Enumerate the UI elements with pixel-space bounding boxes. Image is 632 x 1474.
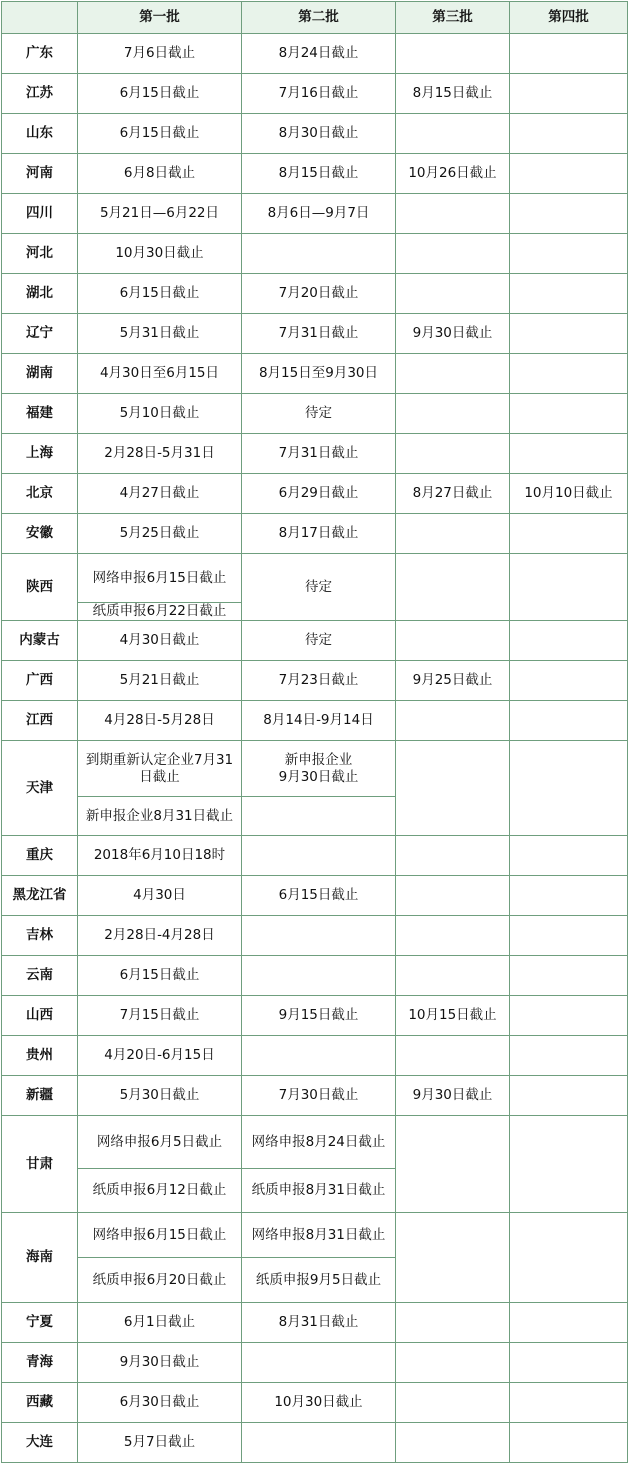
table-row <box>2 514 628 554</box>
province-cell: 安徽 <box>2 514 78 554</box>
batch-3-cell <box>396 1036 510 1076</box>
batch-2-cell: 8月15日截止 <box>242 154 396 194</box>
table-row <box>2 1303 628 1343</box>
province-cell: 西藏 <box>2 1383 78 1423</box>
batch-1-cell: 4月27日截止 <box>78 474 242 514</box>
batch-2-cell: 6月15日截止 <box>242 876 396 916</box>
batch-3-cell: 10月15日截止 <box>396 996 510 1036</box>
table-row <box>2 1213 628 1258</box>
table-row <box>2 1423 628 1463</box>
batch-1-cell: 2月28日-4月28日 <box>78 916 242 956</box>
batch-1-cell: 5月30日截止 <box>78 1076 242 1116</box>
batch-2-cell: 9月15日截止 <box>242 996 396 1036</box>
batch-3-cell <box>396 354 510 394</box>
batch-3-cell: 8月27日截止 <box>396 474 510 514</box>
batch-2-cell: 7月31日截止 <box>242 314 396 354</box>
table-row <box>2 154 628 194</box>
batch-4-cell <box>510 996 628 1036</box>
batch-4-cell <box>510 514 628 554</box>
batch-2-new-cell: 新申报企业 9月30日截止 <box>242 741 396 797</box>
batch-2-cell <box>242 956 396 996</box>
batch-2-cell: 待定 <box>242 621 396 661</box>
batch-2-cell <box>242 916 396 956</box>
batch-1-paper-cell: 纸质申报6月12日截止 <box>78 1169 242 1213</box>
batch-2-cell: 6月29日截止 <box>242 474 396 514</box>
batch-1-cell: 5月25日截止 <box>78 514 242 554</box>
batch-4-cell <box>510 34 628 74</box>
province-cell: 江苏 <box>2 74 78 114</box>
table-row <box>2 741 628 797</box>
table-row <box>2 34 628 74</box>
batch-1-cell: 4月28日-5月28日 <box>78 701 242 741</box>
province-cell: 湖北 <box>2 274 78 314</box>
batch-2-online-cell: 网络申报8月24日截止 <box>242 1116 396 1169</box>
province-cell: 黑龙江省 <box>2 876 78 916</box>
batch-2-cell <box>242 836 396 876</box>
table-row <box>2 394 628 434</box>
header-row <box>2 2 628 34</box>
batch-3-cell <box>396 956 510 996</box>
batch-2-online-cell: 网络申报8月31日截止 <box>242 1213 396 1258</box>
batch-4-cell <box>510 1423 628 1463</box>
province-cell: 山西 <box>2 996 78 1036</box>
province-cell: 河南 <box>2 154 78 194</box>
province-cell: 大连 <box>2 1423 78 1463</box>
batch-4-cell <box>510 1213 628 1303</box>
table-row <box>2 996 628 1036</box>
batch-2-cell <box>242 1423 396 1463</box>
header-batch-4: 第四批 <box>510 2 628 34</box>
province-cell: 吉林 <box>2 916 78 956</box>
batch-4-cell <box>510 554 628 621</box>
batch-4-cell <box>510 1383 628 1423</box>
batch-1-cell: 6月15日截止 <box>78 956 242 996</box>
batch-3-cell <box>396 1343 510 1383</box>
batch-3-cell: 8月15日截止 <box>396 74 510 114</box>
batch-2-cell: 8月14日-9月14日 <box>242 701 396 741</box>
province-cell: 四川 <box>2 194 78 234</box>
province-cell: 海南 <box>2 1213 78 1303</box>
batch-1-cell: 7月6日截止 <box>78 34 242 74</box>
batch-4-cell <box>510 701 628 741</box>
table-row <box>2 114 628 154</box>
batch-3-cell <box>396 836 510 876</box>
batch-1-cell: 4月30日至6月15日 <box>78 354 242 394</box>
batch-2-cell: 7月31日截止 <box>242 434 396 474</box>
batch-4-cell <box>510 1076 628 1116</box>
batch-1-cell: 6月1日截止 <box>78 1303 242 1343</box>
province-cell: 内蒙古 <box>2 621 78 661</box>
batch-4-cell <box>510 741 628 836</box>
batch-4-cell <box>510 1036 628 1076</box>
table-row <box>2 554 628 603</box>
batch-3-cell <box>396 434 510 474</box>
batch-2-cell <box>242 1343 396 1383</box>
province-cell: 山东 <box>2 114 78 154</box>
province-cell: 河北 <box>2 234 78 274</box>
batch-3-cell <box>396 701 510 741</box>
province-cell: 江西 <box>2 701 78 741</box>
batch-1-cell: 5月21日截止 <box>78 661 242 701</box>
batch-2-paper-cell: 纸质申报8月31日截止 <box>242 1169 396 1213</box>
batch-3-cell <box>396 1116 510 1213</box>
batch-3-cell <box>396 621 510 661</box>
header-batch-2: 第二批 <box>242 2 396 34</box>
batch-2-cell: 8月30日截止 <box>242 114 396 154</box>
header-batch-1: 第一批 <box>78 2 242 34</box>
table-row <box>2 314 628 354</box>
table-row <box>2 1076 628 1116</box>
batch-4-cell <box>510 434 628 474</box>
batch-2-cell: 7月23日截止 <box>242 661 396 701</box>
batch-1-new-cell: 新申报企业8月31日截止 <box>78 797 242 836</box>
province-cell: 甘肃 <box>2 1116 78 1213</box>
batch-1-online-cell: 网络申报6月15日截止 <box>78 554 242 603</box>
province-cell: 辽宁 <box>2 314 78 354</box>
deadline-table <box>1 1 628 1463</box>
batch-3-cell <box>396 1423 510 1463</box>
batch-1-cell: 7月15日截止 <box>78 996 242 1036</box>
table-row <box>2 956 628 996</box>
batch-4-cell <box>510 314 628 354</box>
header-corner <box>2 2 78 34</box>
province-cell: 广东 <box>2 34 78 74</box>
table-row <box>2 474 628 514</box>
province-cell: 陕西 <box>2 554 78 621</box>
table-row <box>2 621 628 661</box>
table-row <box>2 1116 628 1169</box>
batch-3-cell <box>396 741 510 836</box>
batch-3-cell <box>396 194 510 234</box>
province-cell: 青海 <box>2 1343 78 1383</box>
batch-1-cell: 5月31日截止 <box>78 314 242 354</box>
batch-4-cell <box>510 661 628 701</box>
province-cell: 贵州 <box>2 1036 78 1076</box>
batch-2-cell: 8月31日截止 <box>242 1303 396 1343</box>
batch-2-cell <box>242 1036 396 1076</box>
table-row <box>2 916 628 956</box>
table-row <box>2 836 628 876</box>
batch-2-cell: 7月30日截止 <box>242 1076 396 1116</box>
batch-4-cell <box>510 154 628 194</box>
batch-4-cell <box>510 621 628 661</box>
batch-3-cell <box>396 916 510 956</box>
batch-3-cell <box>396 34 510 74</box>
batch-1-cell: 2月28日-5月31日 <box>78 434 242 474</box>
province-cell: 广西 <box>2 661 78 701</box>
batch-3-cell <box>396 1383 510 1423</box>
batch-3-cell <box>396 114 510 154</box>
table-row <box>2 1343 628 1383</box>
batch-2-cell: 8月17日截止 <box>242 514 396 554</box>
table-row <box>2 661 628 701</box>
province-cell: 福建 <box>2 394 78 434</box>
table-row <box>2 701 628 741</box>
table-row <box>2 234 628 274</box>
batch-1-online-cell: 网络申报6月5日截止 <box>78 1116 242 1169</box>
table-row <box>2 876 628 916</box>
table-row <box>2 74 628 114</box>
batch-4-cell <box>510 836 628 876</box>
batch-1-cell: 4月20日-6月15日 <box>78 1036 242 1076</box>
batch-3-cell <box>396 234 510 274</box>
batch-1-paper-cell: 纸质申报6月22日截止 <box>78 603 242 621</box>
batch-2-cell: 待定 <box>242 554 396 621</box>
province-cell: 重庆 <box>2 836 78 876</box>
batch-1-cell: 10月30日截止 <box>78 234 242 274</box>
batch-2-empty-cell <box>242 797 396 836</box>
batch-1-cell: 6月15日截止 <box>78 114 242 154</box>
batch-4-cell <box>510 354 628 394</box>
batch-4-cell <box>510 1303 628 1343</box>
batch-1-cell: 6月15日截止 <box>78 74 242 114</box>
batch-2-cell: 待定 <box>242 394 396 434</box>
batch-1-cell: 5月21日—6月22日 <box>78 194 242 234</box>
batch-3-cell: 9月25日截止 <box>396 661 510 701</box>
batch-4-cell <box>510 114 628 154</box>
batch-4-cell <box>510 956 628 996</box>
batch-4-cell <box>510 234 628 274</box>
batch-4-cell: 10月10日截止 <box>510 474 628 514</box>
batch-4-cell <box>510 194 628 234</box>
batch-1-cell: 2018年6月10日18时 <box>78 836 242 876</box>
table-row <box>2 1383 628 1423</box>
batch-3-cell <box>396 554 510 621</box>
batch-1-cell: 9月30日截止 <box>78 1343 242 1383</box>
batch-3-cell <box>396 1303 510 1343</box>
batch-4-cell <box>510 74 628 114</box>
table-row <box>2 434 628 474</box>
batch-2-cell: 8月6日—9月7日 <box>242 194 396 234</box>
batch-2-cell: 10月30日截止 <box>242 1383 396 1423</box>
batch-4-cell <box>510 916 628 956</box>
batch-1-renewal-cell: 到期重新认定企业7月31日截止 <box>78 741 242 797</box>
batch-2-cell: 7月20日截止 <box>242 274 396 314</box>
province-cell: 云南 <box>2 956 78 996</box>
batch-1-cell: 5月10日截止 <box>78 394 242 434</box>
batch-1-cell: 6月15日截止 <box>78 274 242 314</box>
province-cell: 天津 <box>2 741 78 836</box>
table-row <box>2 194 628 234</box>
batch-2-cell: 7月16日截止 <box>242 74 396 114</box>
batch-3-cell: 9月30日截止 <box>396 314 510 354</box>
batch-1-cell: 4月30日 <box>78 876 242 916</box>
batch-3-cell <box>396 394 510 434</box>
batch-1-cell: 4月30日截止 <box>78 621 242 661</box>
batch-1-cell: 6月8日截止 <box>78 154 242 194</box>
table-container <box>1 1 628 1463</box>
batch-2-cell <box>242 234 396 274</box>
batch-1-online-cell: 网络申报6月15日截止 <box>78 1213 242 1258</box>
header-batch-3: 第三批 <box>396 2 510 34</box>
province-cell: 新疆 <box>2 1076 78 1116</box>
batch-1-cell: 6月30日截止 <box>78 1383 242 1423</box>
batch-4-cell <box>510 394 628 434</box>
table-row <box>2 274 628 314</box>
batch-1-paper-cell: 纸质申报6月20日截止 <box>78 1258 242 1303</box>
batch-2-cell: 8月24日截止 <box>242 34 396 74</box>
batch-3-cell <box>396 514 510 554</box>
province-cell: 上海 <box>2 434 78 474</box>
table-row <box>2 1036 628 1076</box>
batch-2-cell: 8月15日至9月30日 <box>242 354 396 394</box>
table-row <box>2 354 628 394</box>
batch-2-paper-cell: 纸质申报9月5日截止 <box>242 1258 396 1303</box>
batch-3-cell <box>396 1213 510 1303</box>
batch-3-cell: 9月30日截止 <box>396 1076 510 1116</box>
batch-3-cell <box>396 876 510 916</box>
batch-3-cell: 10月26日截止 <box>396 154 510 194</box>
batch-4-cell <box>510 1116 628 1213</box>
batch-4-cell <box>510 274 628 314</box>
province-cell: 北京 <box>2 474 78 514</box>
province-cell: 湖南 <box>2 354 78 394</box>
province-cell: 宁夏 <box>2 1303 78 1343</box>
batch-4-cell <box>510 1343 628 1383</box>
batch-4-cell <box>510 876 628 916</box>
batch-3-cell <box>396 274 510 314</box>
batch-1-cell: 5月7日截止 <box>78 1423 242 1463</box>
